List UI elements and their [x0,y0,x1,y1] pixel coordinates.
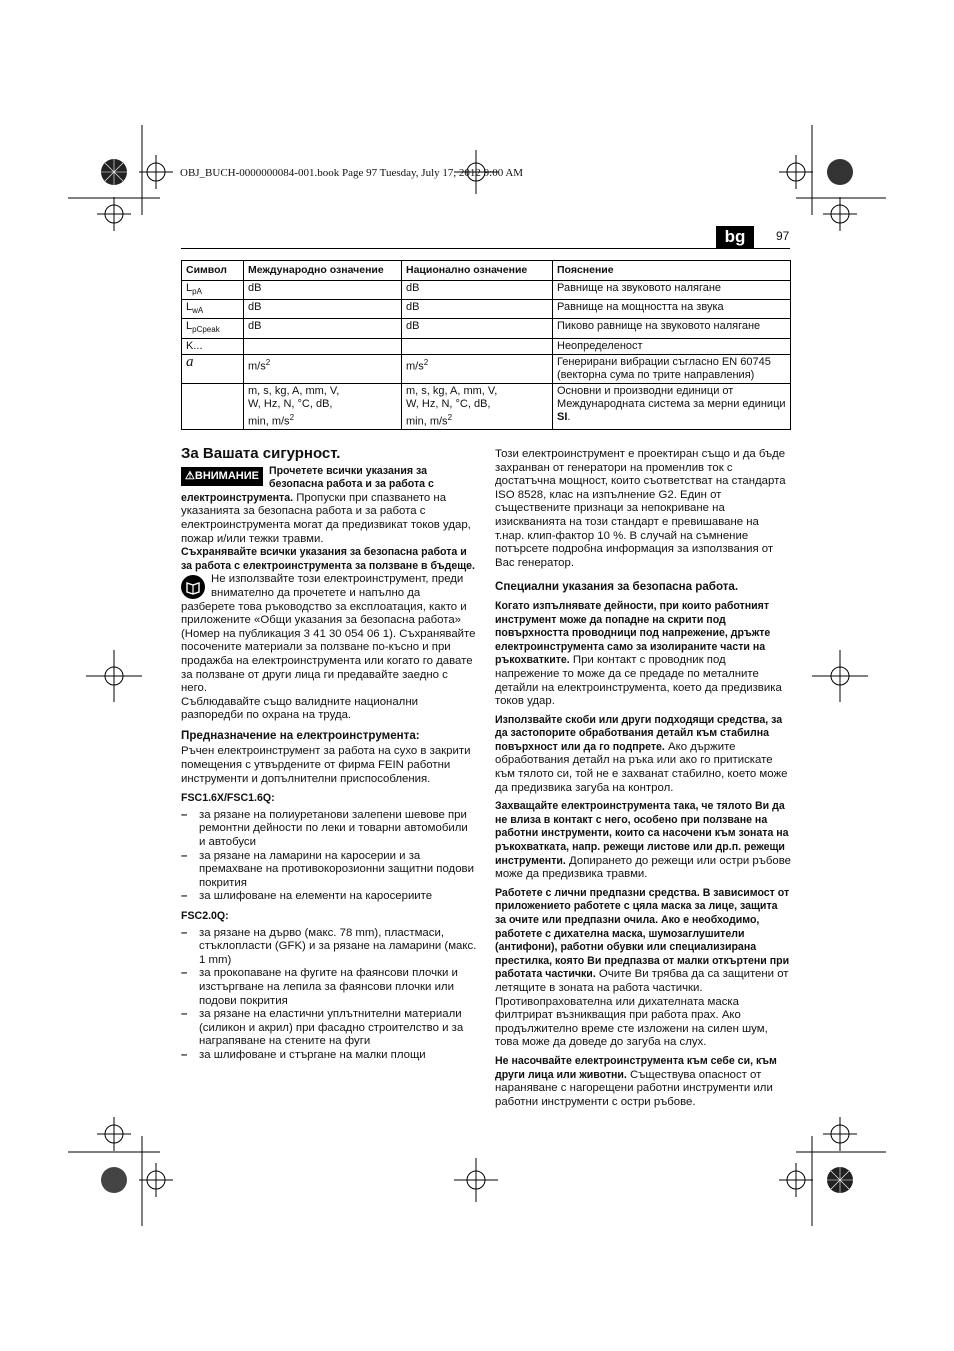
intl-unit: dB [244,281,402,300]
list-item: – за шлифоване и стъргане на малки площи [181,1049,477,1063]
table-header: Символ [182,261,244,281]
symbol-subscript: pA [192,287,202,297]
list-item: – за рязане на полиуретанови залепени шевове при ремонтни дейности по леки и товарни автомобили и автобуси [181,809,477,850]
symbol-subscript: pCpeak [192,325,220,335]
safety-bold: Не насочвайте електроинструмента към себе си, към други лица или животни. [495,1054,777,1081]
description: Основни и производни единици от Международната система за мерни единици [557,384,786,410]
keep-instructions: Съхранявайте всички указания за безопасна работа и за работа с електроинструмента за ползване в бъдеще. [181,546,475,572]
table-header: Национално означение [402,261,553,281]
intl-units-line: min, m/s [248,415,290,428]
natl-unit [402,338,553,354]
symbols-table [181,260,791,430]
list-item: – за рязане на еластични уплътнителни материали (силикон и акрил) при фасадно строителство и за награпяване на стените на фуги [181,1008,477,1049]
safety-text: Очите Ви трябва да са защитени от летящите в зоната на работа частички. Противопрахователна или дихателната маска филтрират възникващия при работа прах. Ако продължително време сте изложени на силен шум, това може да доведе до загуба на слух. [495,968,789,1049]
safety-text: Съществува опасност от нараняване с нагорещени работни инструменти или работни инструменти с остри ръбове. [495,1068,773,1108]
superscript: 2 [265,357,271,367]
safety-paragraph [495,1055,791,1109]
safety-text: При контакт с проводник под напрежение то може да се предаде по металните детайли на електроинструмента, което да предизвика токов удар. [495,654,782,708]
purpose-text: Ръчен електроинструмент за работа на сухо в закрити помещения с утвърдените от фирма FEIN работни инструменти и допълнителни приспособления. [181,745,471,785]
table-row [182,281,791,300]
description: Генерирани вибрации съгласно EN 60745 (векторна сума по трите направления) [553,354,791,383]
fsc16-heading: FSC1.6X/FSC1.6Q: [181,792,275,805]
manual-text: Не използвайте този електроинструмент, преди внимателно да прочетете и напълно да разберете това ръководство за експлоатация, както и приложените «Общи указания за безопасна работа» (Номер на публикация 3 41 30 054 06 1). Съхранявайте посочените материали за ползване по-късно и при продажба на електроинструмента или когато го давате за ползване от други лица ги предавайте заедно с него. [181,573,476,695]
special-heading: Специални указания за безопасна работа. [495,580,739,594]
intl-unit: m/s [248,360,266,373]
description: Равнище на звуковото налягане [553,281,791,300]
symbol: K... [182,338,244,354]
natl-units-line: m, s, kg, A, mm, V, [406,384,498,397]
description: Равнище на мощността на звука [553,300,791,319]
warning-bold: Прочетете всички указания за безопасна работа и за работа с електроинструмента. [181,464,434,504]
header-rule [181,248,790,249]
table-row [182,319,791,338]
superscript: 2 [447,412,453,422]
symbol: L [186,320,193,333]
superscript: 2 [423,357,429,367]
read-manual-icon [181,575,205,599]
fsc20-heading: FSC2.0Q: [181,910,229,922]
table-header: Пояснение [553,261,791,281]
intl-unit: dB [244,300,402,319]
symbol: a [182,354,244,383]
warning-badge-label: ВНИМАНИЕ [194,469,259,482]
file-info-line: OBJ_BUCH-0000000084-001.book Page 97 Tuesday, July 17, 2012 9:00 AM [180,167,524,179]
manual-paragraph [181,573,477,695]
table-row [182,300,791,319]
left-column [181,447,477,1063]
fsc20-list [181,927,477,1063]
fsc16-list [181,809,477,904]
section-title: За Вашата сигурност. [181,445,341,462]
list-item: – за рязане на ламарини на каросерии и за премахване на противокорозионни защитни подови покрития [181,850,477,891]
warning-text: Пропуски при спазването на указанията за безопасна работа и за работа с електроинструмента могат да предизвикат токов удар, пожар и/или тежки травми. [181,491,471,545]
natl-unit: m/s [406,360,424,373]
safety-bold: Използвайте скоби или други подходящи средства, за да застопорите обработвания детайл към стабилна повърхност или да го подпрете. [495,713,783,753]
description-bold: SI [557,410,568,423]
regulations-text: Съблюдавайте също валидните национални разпоредби по охрана на труда. [181,695,418,722]
natl-unit: dB [402,281,553,300]
intl-unit [244,338,402,354]
symbol: L [186,282,193,294]
table-header-row [182,261,791,281]
description-end: . [567,410,571,423]
superscript: 2 [289,412,295,422]
safety-bold: Захващайте електроинструмента така, че тялото Ви да не влиза в контакт с него, особено при ползване на работни инструменти, които са насочени към зоната на ръкохватката, напр. режещи листове или др.п. режещи инструменти. [495,800,789,867]
table-row [182,383,791,430]
natl-unit: dB [402,319,553,338]
table-row [182,338,791,354]
page-number: 97 [776,229,790,243]
safety-text: Ако държите обработвания детайл на ръка или ако го притискате към тялото си, той не е захванат стабилно, което може да предизвика загуба на контрол. [495,740,788,794]
natl-units-line: min, m/s [406,415,448,428]
intl-units-line: W, Hz, N, °C, dB, [248,397,333,410]
safety-paragraph [495,887,791,1050]
table-row [182,354,791,383]
natl-units-line: W, Hz, N, °C, dB, [406,397,491,410]
intl-units-line: m, s, kg, A, mm, V, [248,384,340,397]
warning-badge: ⚠ВНИМАНИЕ [181,467,263,486]
language-badge: bg [716,226,754,248]
description: Пиково равнище на звуковото налягане [553,319,791,338]
list-item: – за рязане на дърво (макс. 78 mm), пластмаси, стъклопласти (GFK) и за рязане на ламарини (макс. 1 mm) [181,927,477,968]
table-header: Международно означение [244,261,402,281]
list-item: – за шлифоване на елементи на каросериите [181,890,477,904]
safety-text: Допирането до режещи или остри ръбове може да предизвика травми. [495,854,791,881]
right-column [495,448,791,1109]
purpose-heading: Предназначение на електроинструмента: [181,728,420,742]
safety-bold: Работете с лични предпазни средства. В зависимост от приложението работете с цяла маска за лице, защита за очите или предпазни очила. Ако е необходимо, работете с дихателна маска, шумозаглушители (антифони), работни обувки или специализирана престилка, която Ви предпазва от малки откъртени при работата частички. [495,886,790,981]
safety-bold: Когато изпълнявате дейности, при които работният инструмент може да попадне на скрити под повърхността проводници под напрежение, дръжте електроинструмента само за изолираните части на ръкохватките. [495,599,771,667]
list-item: – за прокопаване на фугите на фаянсови плочки и изстъргване на лепила за фаянсови плочки или подови покрития [181,967,477,1008]
symbol-subscript: wA [192,306,204,316]
safety-paragraph [495,600,791,709]
safety-paragraph [495,800,791,882]
generator-text: Този електроинструмент е проектиран също и да бъде захранван от генератори на променлив ток с достатъчна мощност, които съответстват на стандарта ISO 8528, клас на изпълнение G2. Един от съществените признаци за непокриване на изискванията на този стандарт е превишаване на т.нар. клип-фактор 10 %. В случай на съмнение потърсете подробна информация за използвания от Вас генератор. [495,448,786,569]
intl-unit: dB [244,319,402,338]
warning-paragraph [181,465,477,547]
safety-paragraph [495,714,791,796]
symbol [182,383,244,430]
natl-unit: dB [402,300,553,319]
description: Неопределеност [553,338,791,354]
symbol: L [186,301,193,314]
